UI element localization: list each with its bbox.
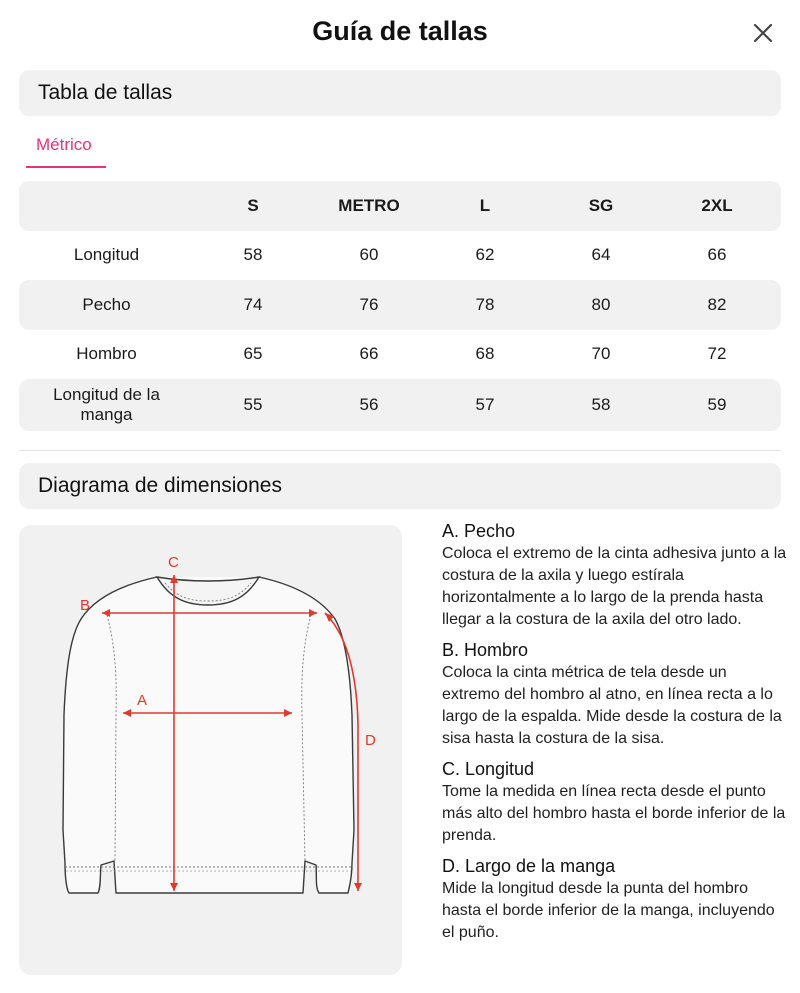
table-cell: 65 bbox=[243, 344, 263, 364]
dimension-section-header bbox=[19, 463, 781, 509]
sweater-illustration bbox=[19, 525, 402, 975]
tab-metric[interactable] bbox=[26, 128, 106, 168]
table-cell: 57 bbox=[475, 395, 495, 414]
label-b: B bbox=[80, 597, 91, 614]
label-c: C bbox=[168, 554, 179, 571]
size-table-section-header bbox=[19, 70, 781, 116]
table-cell: 74 bbox=[243, 294, 263, 314]
description-title: D. Largo de la manga bbox=[442, 856, 616, 876]
description-text: Coloca el extremo de la cinta adhesiva junto a la costura de la axila y luego estírala horizontalmente a lo largo de la prenda hasta llegar a la costura de la axila del otro lado. bbox=[442, 545, 787, 628]
column-header: METRO bbox=[338, 195, 400, 215]
page-title: Guía de tallas bbox=[312, 16, 488, 46]
column-header: 2XL bbox=[701, 195, 733, 215]
label-a: A bbox=[137, 692, 148, 709]
description-item bbox=[442, 638, 787, 750]
column-header: SG bbox=[588, 195, 614, 215]
table-cell: 66 bbox=[359, 344, 379, 364]
table-row bbox=[19, 231, 781, 281]
header-empty-cell bbox=[19, 181, 194, 231]
sweater-outline bbox=[63, 577, 354, 893]
row-label: Hombro bbox=[76, 344, 137, 364]
row-label: Pecho bbox=[82, 294, 131, 314]
description-text: Tome la medida en línea recta desde el punto más alto del hombro hasta el borde inferior de la prenda. bbox=[442, 783, 786, 844]
table-cell: 58 bbox=[591, 395, 611, 414]
table-cell: 56 bbox=[359, 395, 379, 414]
description-item bbox=[442, 519, 787, 631]
table-cell: 80 bbox=[591, 294, 611, 314]
table-cell: 60 bbox=[359, 245, 379, 265]
sweater-diagram bbox=[19, 525, 402, 975]
size-table bbox=[19, 181, 781, 431]
table-cell: 55 bbox=[243, 395, 263, 414]
tab-label[interactable]: Métrico bbox=[36, 135, 92, 154]
table-cell: 62 bbox=[475, 245, 495, 265]
section-divider bbox=[19, 450, 781, 451]
arrowhead bbox=[354, 883, 362, 891]
close-button[interactable] bbox=[752, 22, 774, 44]
description-title: B. Hombro bbox=[442, 640, 529, 660]
table-cell: 58 bbox=[243, 245, 263, 265]
table-cell: 68 bbox=[475, 344, 495, 364]
table-row bbox=[19, 280, 781, 330]
row-label: Longitud bbox=[73, 245, 140, 265]
close-icon[interactable] bbox=[752, 22, 774, 44]
tab-underline bbox=[26, 166, 106, 168]
column-header: L bbox=[479, 195, 491, 215]
description-title: C. Longitud bbox=[442, 759, 535, 779]
description-title: A. Pecho bbox=[442, 521, 516, 541]
dimension-descriptions bbox=[442, 519, 787, 951]
table-row bbox=[19, 379, 781, 431]
section-title: Diagrama de dimensiones bbox=[38, 474, 282, 497]
column-header: S bbox=[247, 195, 259, 215]
description-text: Coloca la cinta métrica de tela desde un extremo del hombro al atno, en línea recta a lo largo de la espalda. Mide desde la costura de la sisa hasta la costura de la sisa. bbox=[442, 664, 782, 747]
table-row bbox=[19, 330, 781, 380]
table-cell: 66 bbox=[707, 245, 727, 265]
label-d: D bbox=[365, 732, 376, 749]
table-cell: 59 bbox=[707, 395, 727, 414]
table-cell: 72 bbox=[707, 344, 727, 364]
description-text: Mide la longitud desde la punta del hombro hasta el borde inferior de la manga, incluyendo el puño. bbox=[442, 880, 775, 941]
description-item bbox=[442, 854, 787, 944]
row-label: Longitud de la manga bbox=[53, 385, 160, 424]
modal-header bbox=[0, 0, 800, 68]
table-cell: 76 bbox=[359, 294, 379, 314]
table-cell: 70 bbox=[591, 344, 611, 364]
table-cell: 78 bbox=[475, 294, 495, 314]
description-item bbox=[442, 757, 787, 847]
table-header-row bbox=[19, 181, 781, 231]
table-cell: 82 bbox=[707, 294, 727, 314]
table-cell: 64 bbox=[591, 245, 611, 265]
section-title: Tabla de tallas bbox=[38, 81, 173, 104]
